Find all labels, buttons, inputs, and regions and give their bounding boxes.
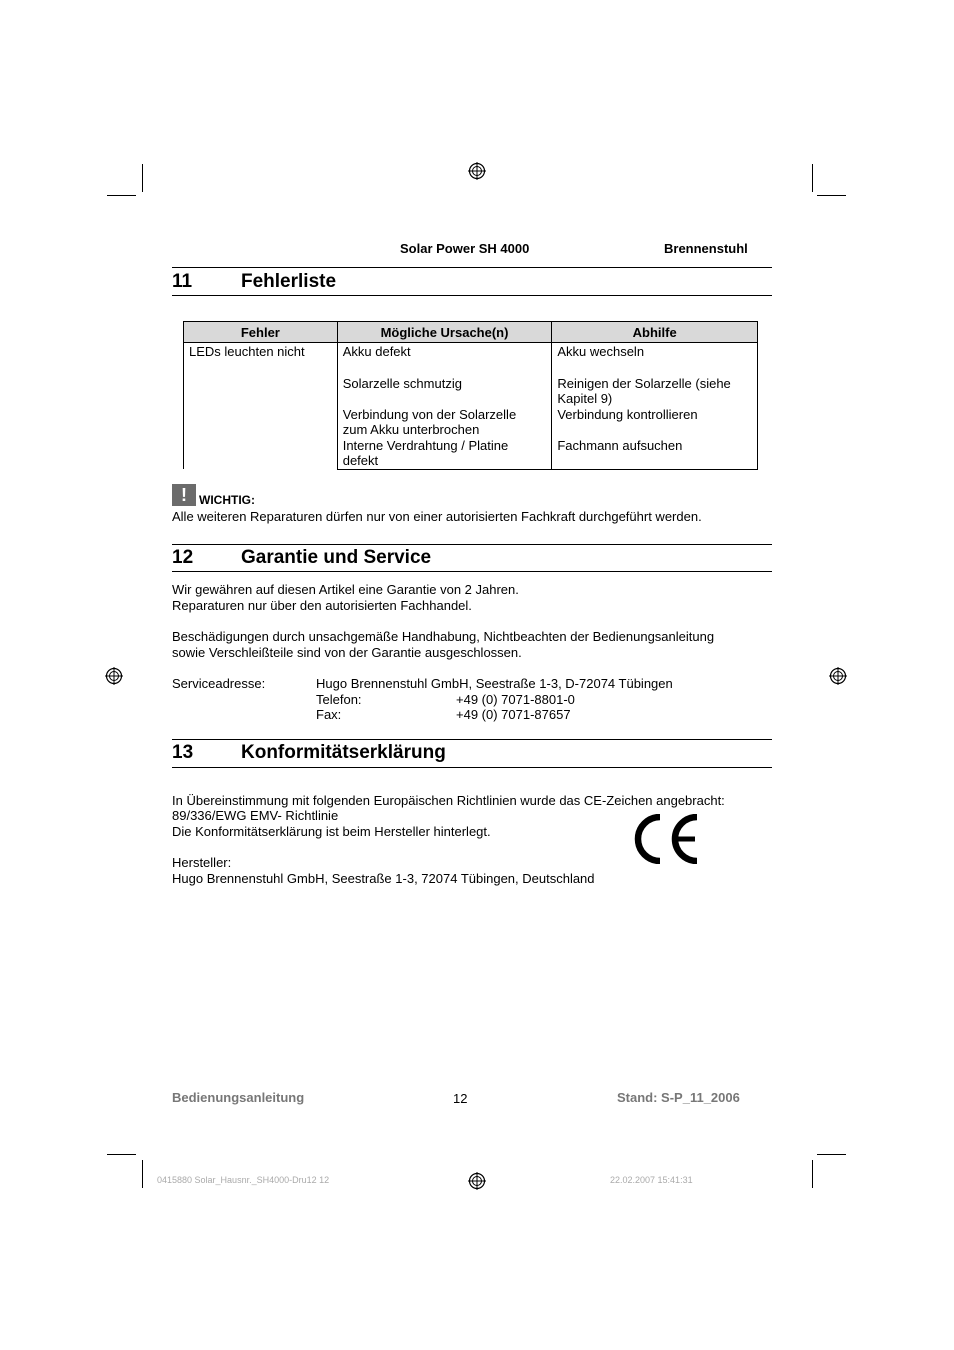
section-rule bbox=[172, 295, 772, 296]
section-number: 11 bbox=[172, 271, 193, 292]
registration-mark-icon bbox=[468, 1172, 486, 1190]
crop-mark bbox=[817, 195, 846, 196]
section-rule bbox=[172, 544, 772, 545]
paragraph-line: 89/336/EWG EMV- Richtlinie bbox=[172, 808, 339, 823]
abhilfe-line: Reinigen der Solarzelle (siehe bbox=[557, 375, 731, 391]
paragraph-line: Beschädigungen durch unsachgemäße Handhabung, Nichtbeachten der Bedienungsanleitung bbox=[172, 629, 715, 644]
ce-mark-icon bbox=[634, 814, 700, 864]
paragraph-line: Wir gewähren auf diesen Artikel eine Garantie von 2 Jahren. bbox=[172, 582, 519, 597]
table-cell-abhilfe: Akku wechseln bbox=[552, 343, 758, 360]
section-rule bbox=[172, 267, 772, 268]
header-product: Solar Power SH 4000 bbox=[400, 241, 530, 256]
table-cell-ursache bbox=[337, 391, 552, 407]
warning-text: Alle weiteren Reparaturen dürfen nur von einer autorisierten Fachkraft durchgeführt werden. bbox=[172, 509, 702, 524]
table-cell-abhilfe: Fachmann aufsuchen bbox=[552, 438, 758, 454]
phone-number: +49 (0) 7071-8801-0 bbox=[456, 692, 575, 707]
page-number: 12 bbox=[453, 1091, 468, 1106]
table-cell-ursache: Solarzelle schmutzig bbox=[337, 376, 552, 392]
footer-left: Bedienungsanleitung bbox=[172, 1090, 305, 1105]
print-slug-right: 22.02.2007 15:41:31 bbox=[610, 1175, 693, 1185]
crop-mark bbox=[812, 1160, 813, 1188]
registration-mark-icon bbox=[829, 667, 847, 685]
ursache-line: Verbindung von der Solarzelle bbox=[342, 406, 517, 422]
crop-mark bbox=[107, 1154, 136, 1155]
exclamation-icon: ! bbox=[172, 484, 196, 506]
section-rule bbox=[172, 571, 772, 572]
crop-mark bbox=[142, 1160, 143, 1188]
table-cell-abhilfe: Verbindung kontrollieren bbox=[552, 407, 758, 438]
section-number: 13 bbox=[172, 742, 194, 763]
crop-mark bbox=[142, 164, 143, 192]
table-header-fehler: Fehler bbox=[184, 322, 338, 343]
paragraph-line: In Übereinstimmung mit folgenden Europäischen Richtlinien wurde das CE-Zeichen angebracht: bbox=[172, 793, 725, 808]
paragraph-line: Reparaturen nur über den autorisierten Fachhandel. bbox=[172, 598, 472, 613]
table-cell-abhilfe bbox=[552, 376, 758, 392]
crop-mark bbox=[107, 195, 136, 196]
registration-mark-icon bbox=[468, 162, 486, 180]
section-title: Fehlerliste bbox=[241, 271, 337, 292]
table-cell-abhilfe: Kapitel 9) bbox=[552, 391, 758, 407]
section-title: Konformitätserklärung bbox=[241, 742, 446, 763]
fault-table bbox=[183, 321, 758, 470]
crop-mark bbox=[812, 164, 813, 192]
section-rule bbox=[172, 739, 772, 740]
fax-number: +49 (0) 7071-87657 bbox=[456, 707, 571, 722]
table-cell-abhilfe bbox=[552, 453, 758, 469]
service-address: Hugo Brennenstuhl GmbH, Seestraße 1-3, D-72074 Tübingen bbox=[316, 676, 673, 691]
table-cell-fehler: LEDs leuchten nicht bbox=[184, 343, 338, 470]
fax-label: Fax: bbox=[316, 707, 342, 722]
footer-right: Stand: S-P_11_2006 bbox=[617, 1090, 740, 1105]
paragraph-line: Hersteller: bbox=[172, 855, 232, 870]
paragraph-line: sowie Verschleißteile sind von der Garantie ausgeschlossen. bbox=[172, 645, 522, 660]
table-cell-ursache: Akku defekt bbox=[337, 343, 552, 360]
paragraph-line: Hugo Brennenstuhl GmbH, Seestraße 1-3, 72074 Tübingen, Deutschland bbox=[172, 871, 595, 886]
table-cell-ursache: defekt bbox=[337, 453, 552, 469]
table-cell-ursache bbox=[337, 407, 552, 438]
table-row bbox=[184, 343, 758, 360]
phone-label: Telefon: bbox=[316, 692, 362, 707]
table-header-abhilfe: Abhilfe bbox=[552, 322, 758, 343]
warning-label: WICHTIG: bbox=[199, 493, 255, 507]
table-cell-ursache: Interne Verdrahtung / Platine bbox=[337, 438, 552, 454]
header-brand: Brennenstuhl bbox=[664, 241, 748, 256]
section-rule bbox=[172, 767, 772, 768]
section-title: Garantie und Service bbox=[241, 547, 432, 568]
crop-mark bbox=[817, 1154, 846, 1155]
paragraph-line: Die Konformitätserklärung ist beim Hersteller hinterlegt. bbox=[172, 824, 491, 839]
registration-mark-icon bbox=[105, 667, 123, 685]
service-label: Serviceadresse: bbox=[172, 676, 266, 691]
print-slug-left: 0415880 Solar_Hausnr._SH4000-Dru12 12 bbox=[157, 1175, 330, 1185]
section-number: 12 bbox=[172, 547, 194, 568]
table-header-ursache: Mögliche Ursache(n) bbox=[337, 322, 552, 343]
ursache-line: zum Akku unterbrochen bbox=[342, 422, 480, 437]
